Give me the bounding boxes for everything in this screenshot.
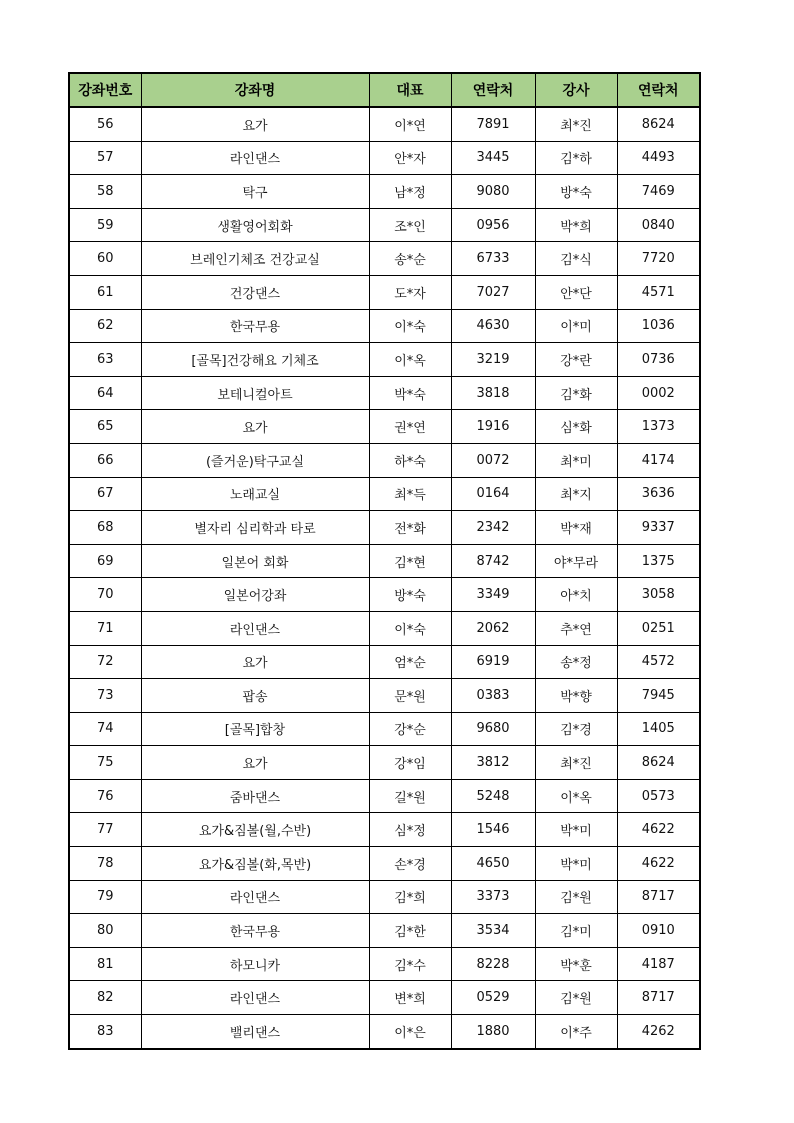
cell-instructor-contact: 0251 (617, 611, 700, 645)
course-table (68, 72, 701, 1050)
cell-representative: 전*화 (369, 511, 451, 545)
table-row (69, 578, 700, 612)
cell-instructor: 박*미 (535, 813, 617, 847)
cell-course-number: 56 (69, 107, 141, 141)
cell-representative-contact: 8742 (451, 544, 535, 578)
cell-instructor-contact: 8717 (617, 981, 700, 1015)
cell-course-name: [골목]합창 (141, 712, 369, 746)
cell-representative: 강*임 (369, 746, 451, 780)
cell-instructor: 박*미 (535, 847, 617, 881)
cell-instructor-contact: 7945 (617, 679, 700, 713)
cell-course-number: 73 (69, 679, 141, 713)
table-row (69, 511, 700, 545)
cell-course-number: 74 (69, 712, 141, 746)
cell-instructor-contact: 0736 (617, 343, 700, 377)
cell-course-number: 76 (69, 779, 141, 813)
cell-representative-contact: 5248 (451, 779, 535, 813)
cell-instructor-contact: 4572 (617, 645, 700, 679)
cell-course-name: 일본어강좌 (141, 578, 369, 612)
cell-course-name: 팝송 (141, 679, 369, 713)
cell-instructor-contact: 4187 (617, 947, 700, 981)
cell-course-name: 줌바댄스 (141, 779, 369, 813)
cell-representative-contact: 4650 (451, 847, 535, 881)
cell-representative: 김*현 (369, 544, 451, 578)
cell-representative: 이*숙 (369, 611, 451, 645)
table-row (69, 611, 700, 645)
table-row (69, 813, 700, 847)
cell-representative: 심*정 (369, 813, 451, 847)
cell-representative-contact: 7891 (451, 107, 535, 141)
cell-representative-contact: 1546 (451, 813, 535, 847)
cell-course-number: 71 (69, 611, 141, 645)
cell-instructor-contact: 0910 (617, 914, 700, 948)
cell-instructor-contact: 1375 (617, 544, 700, 578)
cell-instructor: 이*주 (535, 1015, 617, 1049)
cell-representative-contact: 9680 (451, 712, 535, 746)
cell-course-name: 요가 (141, 746, 369, 780)
cell-representative: 이*연 (369, 107, 451, 141)
cell-instructor: 김*원 (535, 981, 617, 1015)
cell-instructor: 김*식 (535, 242, 617, 276)
table-row (69, 343, 700, 377)
cell-representative: 김*한 (369, 914, 451, 948)
table-row (69, 914, 700, 948)
cell-course-name: 라인댄스 (141, 981, 369, 1015)
table-row (69, 175, 700, 209)
cell-representative: 도*자 (369, 275, 451, 309)
cell-representative-contact: 8228 (451, 947, 535, 981)
table-body (69, 107, 700, 1049)
cell-course-name: 라인댄스 (141, 611, 369, 645)
cell-course-number: 69 (69, 544, 141, 578)
cell-representative-contact: 0072 (451, 443, 535, 477)
table-row (69, 544, 700, 578)
table-row (69, 847, 700, 881)
cell-instructor-contact: 7720 (617, 242, 700, 276)
cell-instructor-contact: 9337 (617, 511, 700, 545)
cell-representative-contact: 7027 (451, 275, 535, 309)
cell-representative: 방*숙 (369, 578, 451, 612)
table-row (69, 141, 700, 175)
cell-instructor: 박*훈 (535, 947, 617, 981)
cell-representative-contact: 3349 (451, 578, 535, 612)
cell-instructor-contact: 0002 (617, 376, 700, 410)
cell-instructor: 김*원 (535, 880, 617, 914)
cell-representative-contact: 0956 (451, 208, 535, 242)
cell-course-name: 별자리 심리학과 타로 (141, 511, 369, 545)
cell-course-number: 64 (69, 376, 141, 410)
cell-representative: 엄*순 (369, 645, 451, 679)
cell-course-number: 78 (69, 847, 141, 881)
header-row (69, 73, 700, 107)
cell-instructor-contact: 1036 (617, 309, 700, 343)
cell-course-number: 60 (69, 242, 141, 276)
cell-course-number: 80 (69, 914, 141, 948)
cell-instructor: 김*화 (535, 376, 617, 410)
cell-course-name: (즐거운)탁구교실 (141, 443, 369, 477)
cell-instructor: 추*연 (535, 611, 617, 645)
cell-course-number: 79 (69, 880, 141, 914)
cell-course-number: 63 (69, 343, 141, 377)
cell-representative: 남*정 (369, 175, 451, 209)
cell-instructor-contact: 8624 (617, 107, 700, 141)
table-row (69, 107, 700, 141)
cell-course-number: 67 (69, 477, 141, 511)
table-row (69, 712, 700, 746)
cell-instructor: 아*치 (535, 578, 617, 612)
cell-representative-contact: 3219 (451, 343, 535, 377)
cell-representative: 강*순 (369, 712, 451, 746)
cell-representative: 길*원 (369, 779, 451, 813)
cell-representative-contact: 0383 (451, 679, 535, 713)
cell-representative-contact: 2342 (451, 511, 535, 545)
cell-instructor: 송*정 (535, 645, 617, 679)
cell-representative: 이*옥 (369, 343, 451, 377)
header-instructor-contact: 연락처 (617, 73, 700, 107)
cell-representative: 안*자 (369, 141, 451, 175)
cell-representative: 이*은 (369, 1015, 451, 1049)
cell-instructor: 박*희 (535, 208, 617, 242)
cell-representative: 이*숙 (369, 309, 451, 343)
cell-course-number: 66 (69, 443, 141, 477)
cell-representative: 김*수 (369, 947, 451, 981)
cell-course-name: [골목]건강해요 기체조 (141, 343, 369, 377)
cell-instructor-contact: 3636 (617, 477, 700, 511)
header-course-number: 강좌번호 (69, 73, 141, 107)
cell-course-name: 라인댄스 (141, 141, 369, 175)
cell-representative: 조*인 (369, 208, 451, 242)
cell-instructor-contact: 4174 (617, 443, 700, 477)
cell-course-name: 탁구 (141, 175, 369, 209)
cell-instructor: 박*향 (535, 679, 617, 713)
table-row (69, 376, 700, 410)
cell-representative-contact: 4630 (451, 309, 535, 343)
cell-instructor-contact: 7469 (617, 175, 700, 209)
cell-representative-contact: 2062 (451, 611, 535, 645)
cell-instructor: 이*미 (535, 309, 617, 343)
table-row (69, 477, 700, 511)
cell-instructor: 김*하 (535, 141, 617, 175)
cell-instructor: 최*진 (535, 746, 617, 780)
cell-representative-contact: 6919 (451, 645, 535, 679)
cell-representative: 변*희 (369, 981, 451, 1015)
cell-instructor: 야*무라 (535, 544, 617, 578)
cell-instructor-contact: 4622 (617, 813, 700, 847)
cell-course-name: 요가&짐볼(화,목반) (141, 847, 369, 881)
cell-course-name: 요가 (141, 645, 369, 679)
cell-representative: 문*원 (369, 679, 451, 713)
table-row (69, 443, 700, 477)
cell-course-name: 한국무용 (141, 309, 369, 343)
cell-course-number: 68 (69, 511, 141, 545)
cell-course-number: 81 (69, 947, 141, 981)
cell-course-name: 보테니컬아트 (141, 376, 369, 410)
cell-instructor: 최*지 (535, 477, 617, 511)
cell-course-number: 83 (69, 1015, 141, 1049)
table-row (69, 242, 700, 276)
cell-instructor: 심*화 (535, 410, 617, 444)
cell-instructor-contact: 4571 (617, 275, 700, 309)
cell-instructor-contact: 4622 (617, 847, 700, 881)
cell-course-name: 브레인기체조 건강교실 (141, 242, 369, 276)
table-row (69, 779, 700, 813)
cell-course-number: 59 (69, 208, 141, 242)
cell-course-number: 72 (69, 645, 141, 679)
table-row (69, 947, 700, 981)
cell-instructor-contact: 1405 (617, 712, 700, 746)
table-row (69, 275, 700, 309)
cell-course-number: 57 (69, 141, 141, 175)
header-representative: 대표 (369, 73, 451, 107)
cell-course-name: 하모니카 (141, 947, 369, 981)
cell-instructor-contact: 3058 (617, 578, 700, 612)
table-row (69, 309, 700, 343)
cell-representative: 김*희 (369, 880, 451, 914)
cell-course-number: 75 (69, 746, 141, 780)
table-row (69, 1015, 700, 1049)
cell-representative: 송*순 (369, 242, 451, 276)
cell-representative-contact: 9080 (451, 175, 535, 209)
cell-representative-contact: 3818 (451, 376, 535, 410)
cell-representative-contact: 0164 (451, 477, 535, 511)
cell-instructor: 김*미 (535, 914, 617, 948)
cell-course-number: 65 (69, 410, 141, 444)
cell-instructor: 방*숙 (535, 175, 617, 209)
header-course-name: 강좌명 (141, 73, 369, 107)
table-header (69, 73, 700, 107)
cell-instructor: 박*재 (535, 511, 617, 545)
cell-representative-contact: 1916 (451, 410, 535, 444)
cell-course-name: 요가&짐볼(월,수반) (141, 813, 369, 847)
cell-instructor-contact: 0840 (617, 208, 700, 242)
table-row (69, 208, 700, 242)
cell-instructor: 김*경 (535, 712, 617, 746)
cell-representative-contact: 1880 (451, 1015, 535, 1049)
cell-course-number: 77 (69, 813, 141, 847)
cell-instructor: 이*옥 (535, 779, 617, 813)
cell-instructor-contact: 8624 (617, 746, 700, 780)
cell-instructor-contact: 8717 (617, 880, 700, 914)
cell-instructor-contact: 4262 (617, 1015, 700, 1049)
table-row (69, 981, 700, 1015)
cell-instructor: 안*단 (535, 275, 617, 309)
table-row (69, 880, 700, 914)
cell-course-number: 62 (69, 309, 141, 343)
cell-instructor-contact: 1373 (617, 410, 700, 444)
cell-instructor: 최*미 (535, 443, 617, 477)
cell-representative-contact: 3812 (451, 746, 535, 780)
header-representative-contact: 연락처 (451, 73, 535, 107)
table-row (69, 746, 700, 780)
cell-instructor-contact: 0573 (617, 779, 700, 813)
cell-course-number: 58 (69, 175, 141, 209)
cell-representative: 최*득 (369, 477, 451, 511)
cell-instructor: 최*진 (535, 107, 617, 141)
table-row (69, 645, 700, 679)
cell-representative-contact: 3534 (451, 914, 535, 948)
table-row (69, 410, 700, 444)
cell-course-name: 일본어 회화 (141, 544, 369, 578)
cell-representative: 박*숙 (369, 376, 451, 410)
cell-representative: 하*숙 (369, 443, 451, 477)
cell-representative-contact: 3373 (451, 880, 535, 914)
cell-course-name: 밸리댄스 (141, 1015, 369, 1049)
cell-instructor: 강*란 (535, 343, 617, 377)
cell-representative: 손*경 (369, 847, 451, 881)
cell-course-number: 70 (69, 578, 141, 612)
cell-course-name: 노래교실 (141, 477, 369, 511)
cell-course-name: 건강댄스 (141, 275, 369, 309)
cell-representative-contact: 0529 (451, 981, 535, 1015)
table-row (69, 679, 700, 713)
cell-instructor-contact: 4493 (617, 141, 700, 175)
cell-representative-contact: 6733 (451, 242, 535, 276)
cell-representative-contact: 3445 (451, 141, 535, 175)
cell-course-number: 82 (69, 981, 141, 1015)
header-instructor: 강사 (535, 73, 617, 107)
cell-course-name: 한국무용 (141, 914, 369, 948)
cell-course-number: 61 (69, 275, 141, 309)
cell-course-name: 요가 (141, 410, 369, 444)
cell-course-name: 요가 (141, 107, 369, 141)
cell-course-name: 생활영어회화 (141, 208, 369, 242)
cell-representative: 권*연 (369, 410, 451, 444)
cell-course-name: 라인댄스 (141, 880, 369, 914)
